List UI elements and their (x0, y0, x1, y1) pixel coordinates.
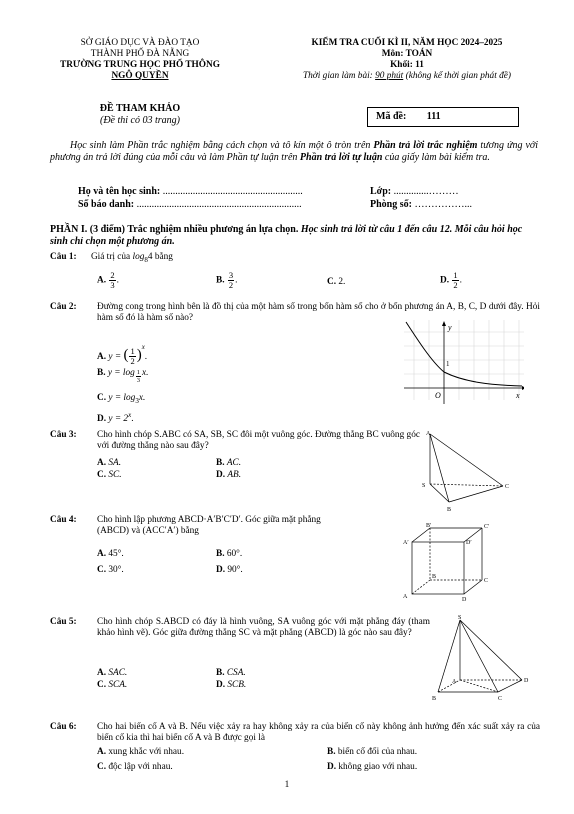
q2-x-arrow (522, 386, 524, 390)
q2-option-d[interactable]: D. $y = 2^x$. (97, 411, 134, 425)
q4-text1: Cho hình lập phương ABCD·A′B′C′D′. Góc giữa mặt phẳng (97, 515, 321, 525)
q2-a-exp: x (141, 343, 145, 351)
exam-title: KIỂM TRA CUỐI KÌ II, NĂM HỌC 2024–2025 (311, 38, 503, 48)
q2-d-label: D. (97, 414, 107, 425)
q4-label-b1: B′ (426, 523, 432, 529)
question-4 (50, 515, 400, 537)
q2-y-label: y (448, 323, 452, 332)
student-name-field[interactable]: ........................................................ (162, 186, 303, 197)
q1-label: Câu 1: (50, 252, 77, 262)
q6-option-a[interactable]: A. xung khắc với nhau. (97, 747, 185, 757)
part1-heading (50, 224, 540, 248)
q2-option-c[interactable] (97, 393, 145, 407)
q2-b-base: $\frac{1}{3}$ (136, 369, 141, 384)
q1-tail: bằng (152, 252, 173, 262)
q2-origin-label: O (435, 391, 441, 400)
q1-a-label: A. (97, 275, 107, 286)
q3-figure (420, 428, 520, 513)
q4-label-d1: D′ (466, 540, 472, 546)
q3-option-b[interactable]: B. AC. (216, 458, 242, 468)
q2-text: Đường cong trong hình bên là đồ thị của một hàm số trong bốn hàm số cho ở bốn phương án A, B, C, D dưới đây. Hỏi hàm số đó là hàm số nào? (97, 302, 540, 323)
q5-label: Câu 5: (50, 617, 77, 627)
q5-option-c[interactable]: C. SCA. (97, 680, 128, 690)
q2-one-label: 1 (446, 360, 450, 368)
q2-b-x: x. (142, 368, 149, 378)
q5-option-a[interactable]: A. SAC. (97, 668, 128, 678)
dept-line2: THÀNH PHỐ ĐÀ NẴNG (90, 49, 190, 59)
q2-d-value: y = 2 (108, 414, 129, 425)
q3-option-a[interactable]: A. SA. (97, 458, 122, 468)
q1-c-value: 2. (338, 277, 346, 287)
q4-option-b[interactable]: B. 60°. (216, 549, 243, 559)
instructions-bold2: Phần trả lời tự luận (299, 152, 383, 163)
q1-option-a[interactable]: A. $\frac{2}{3}$ . (97, 270, 119, 290)
q6-option-d[interactable]: D. không giao với nhau. (327, 762, 418, 772)
q5-option-b[interactable]: B. CSA. (216, 668, 246, 678)
doc-type-block (80, 103, 200, 127)
q3-label: Câu 3: (50, 430, 77, 440)
q1-option-d[interactable]: D. $\frac{1}{2}$ . (440, 270, 462, 290)
q4-option-c[interactable]: C. 30°. (97, 565, 124, 575)
q2-b-value: y = log (107, 368, 135, 378)
instructions-bold1: Phần trả lời trắc nghiệm (373, 140, 478, 151)
exam-info (262, 38, 552, 82)
instructions-text1: Học sinh làm Phần trắc nghiệm bằng cách chọn và tô kín một ô tròn trên (70, 140, 374, 151)
q2-c-label: C. (97, 393, 107, 403)
part1-instruction: Học sinh trả lời từ câu 1 đến câu 12. Mỗi câu hỏi học sinh chỉ chọn một phương án. (50, 224, 523, 247)
q3-label-s: S (422, 483, 426, 489)
dept-line1: SỞ GIÁO DỤC VÀ ĐÀO TẠO (80, 38, 200, 48)
dept-name (50, 38, 230, 82)
q2-y-arrow (442, 321, 446, 326)
q4-label-c: C (484, 578, 489, 584)
doc-type: ĐỀ THAM KHẢO (99, 103, 181, 114)
student-name-label: Họ và tên học sinh: (78, 186, 161, 197)
class-field[interactable]: ..............……… (393, 186, 459, 197)
q2-option-b[interactable] (97, 368, 149, 384)
q3-label-a: A (426, 431, 431, 437)
student-id-label: Số báo danh: (78, 199, 135, 210)
q1-base: 8 (144, 255, 148, 264)
q2-x-label: x (516, 391, 520, 400)
q2-c-base: 3 (135, 396, 139, 405)
q5-label-s: S (458, 615, 462, 621)
q5-label-d: D (524, 678, 529, 684)
q3-label-b: B (447, 507, 452, 513)
q5-label-a: A (452, 679, 457, 685)
q1-a-frac: $\frac{2}{3}$ (110, 270, 115, 290)
q1-b-label: B. (216, 275, 225, 286)
time-label: Thời gian làm bài: (302, 71, 373, 81)
q4-label-a: A (403, 594, 408, 600)
room-field[interactable]: ……………... (414, 199, 472, 210)
q6-option-b[interactable]: B. biến cố đối của nhau. (327, 747, 418, 757)
page-number: 1 (284, 780, 290, 790)
q5-label-b: B (432, 696, 437, 702)
q1-c-label: C. (327, 277, 337, 287)
q6-text: Cho hai biến cố A và B. Nếu việc xảy ra hay không xảy ra của biến cố này không ảnh hưởng đến xác suất xảy ra của biến cố kia thì hai biến cố A và B được gọi là (97, 722, 540, 743)
q3-option-d[interactable]: D. AB. (216, 470, 242, 480)
part1-points: (3 điểm) Trắc nghiệm nhiều phương án lựa chọn. (87, 224, 301, 235)
q4-label-d: D (462, 597, 467, 602)
q1-expr: log (132, 252, 145, 262)
q2-a-value: y = (108, 352, 124, 362)
q6-option-c[interactable]: C. độc lập với nhau. (97, 762, 173, 772)
room-label: Phòng số: (370, 199, 412, 210)
q2-label: Câu 2: (50, 302, 77, 312)
q4-label: Câu 4: (50, 515, 77, 525)
instructions (50, 140, 538, 164)
q3-label-c: C (505, 484, 510, 490)
q2-c-value: y = log (108, 393, 136, 403)
q2-a-frac: $\frac{1}{2}$ (130, 346, 135, 367)
exam-subject: Môn: TOÁN (381, 49, 433, 59)
school-line1: TRƯỜNG TRUNG HỌC PHỔ THÔNG (60, 60, 220, 70)
q4-option-d[interactable]: D. 90°. (216, 565, 243, 575)
instructions-text2: tương ứng với phương án trả lời đúng của mỗi câu và làm Phần tự luận trên (50, 140, 538, 163)
time-value: 90 phút (375, 71, 404, 81)
question-1 (50, 252, 450, 266)
student-id-field[interactable]: .................................................................. (136, 199, 302, 210)
q2-a-label: A. (97, 352, 107, 362)
q4-text2: (ABCD) và (ACC′A′) bằng (97, 526, 199, 536)
q2-graph (404, 320, 524, 406)
exam-time (262, 71, 552, 82)
q6-label: Câu 6: (50, 722, 77, 732)
q1-text: Giá trị của (90, 252, 133, 262)
class-label: Lớp: (370, 186, 392, 197)
q1-option-c[interactable] (327, 277, 345, 288)
time-note: (không kể thời gian phát đề) (405, 71, 511, 81)
q2-curve (406, 322, 522, 386)
q1-b-frac: $\frac{3}{2}$ (228, 270, 234, 290)
q4-option-a[interactable]: A. 45°. (97, 549, 124, 559)
q4-label-c1: C′ (484, 524, 490, 530)
q3-option-c[interactable]: C. SC. (97, 470, 122, 480)
q5-text: Cho hình chóp S.ABCD có đáy là hình vuông, SA vuông góc với mặt phẳng đáy (tham khảo hình vẽ). Góc giữa đường thẳng SC và mặt phẳng (ABCD) là góc nào sau đây? (97, 617, 430, 638)
class-row (370, 186, 520, 198)
q2-c-x: x. (138, 393, 146, 403)
question-5 (50, 617, 430, 639)
exam-grade: Khối: 11 (390, 60, 424, 70)
school-line2: NGÔ QUYỀN (111, 71, 169, 81)
q1-d-frac: $\frac{1}{2}$ (453, 270, 458, 290)
q4-cube-figure (400, 522, 495, 602)
question-6 (50, 722, 540, 744)
code-value: 111 (426, 111, 441, 122)
q2-b-label: B. (97, 368, 106, 378)
q2-d-exp: x (128, 411, 132, 419)
q4-label-b: B (432, 574, 437, 580)
q5-figure (430, 612, 540, 702)
q5-option-d[interactable]: D. SCB. (216, 680, 247, 690)
student-id-row (78, 199, 378, 211)
q4-label-a1: A′ (403, 540, 409, 546)
room-row (370, 199, 520, 211)
q3-text: Cho hình chóp S.ABC có SA, SB, SC đôi một vuông góc. Đường thẳng BC vuông góc với đường thẳng nào sau đây? (97, 430, 420, 451)
q2-option-a[interactable]: A. y = ( $\frac{1}{2}$ )$^x$. (97, 343, 148, 367)
q5-label-c: C (498, 696, 503, 702)
instructions-text3: của giấy làm bài kiểm tra. (382, 152, 490, 163)
q1-d-label: D. (440, 275, 450, 286)
pages-note: (Đề thi có 03 trang) (100, 115, 180, 126)
code-label: Mã đề: (376, 111, 407, 122)
part1-title: PHẦN I. (50, 224, 88, 235)
exam-code-box (367, 107, 519, 127)
q1-option-b[interactable]: B. $\frac{3}{2}$ . (216, 270, 238, 290)
question-3 (50, 430, 420, 452)
q1-arg: 4 (147, 252, 153, 262)
